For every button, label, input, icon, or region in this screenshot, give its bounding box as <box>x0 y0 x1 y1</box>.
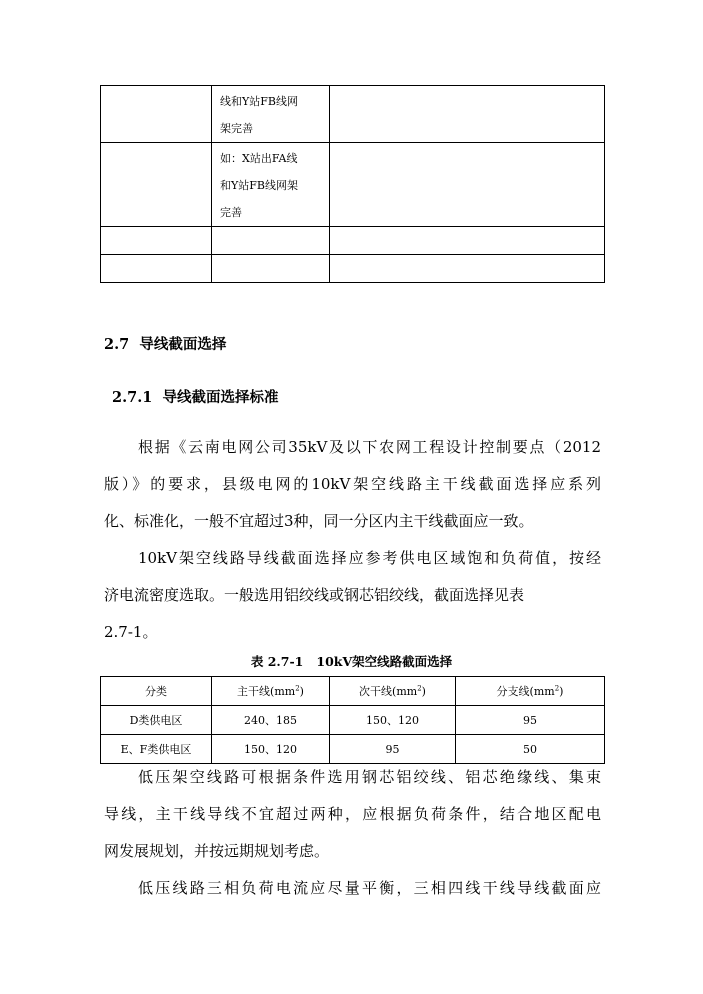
cell-secondary: 95 <box>330 735 456 764</box>
table-cell <box>212 227 330 255</box>
paragraph-line: 化、标准化，一般不宜超过3种，同一分区内主干线截面应一致。 <box>104 512 534 530</box>
cell-line: 架完善 <box>220 122 253 135</box>
paragraph-4 <box>104 870 601 907</box>
table-row <box>101 143 605 227</box>
top-table <box>100 85 605 283</box>
header-secondary: 次干线$(mm^2)$ <box>330 677 456 706</box>
paragraph-line: 根据《云南电网公司35kV及以下农网工程设计控制要点（2012 <box>138 438 601 456</box>
header-main: 主干线$(mm^2)$ <box>212 677 330 706</box>
paragraph-line: 版）》的要求，县级电网的10kV架空线路主干线截面选择应系列 <box>104 475 601 493</box>
header-branch: 分支线$(mm^2)$ <box>456 677 605 706</box>
paragraph-line: 低压架空线路可根据条件选用钢芯铝绞线、铝芯绝缘线、集束 <box>138 768 601 786</box>
table-cell <box>330 255 605 283</box>
table-cell <box>101 227 212 255</box>
conductor-section-table <box>100 676 605 764</box>
cell-line: 完善 <box>220 206 242 219</box>
paragraph-line: 济电流密度选取。一般选用铝绞线或钢芯铝绞线，截面选择见表 <box>104 586 525 604</box>
paragraph-2 <box>104 540 601 651</box>
paragraph-line: 低压线路三相负荷电流应尽量平衡，三相四线干线导线截面应 <box>138 879 601 897</box>
subsection-number: 2.7.1 <box>112 389 153 406</box>
table-row <box>101 86 605 143</box>
table-row <box>101 255 605 283</box>
cell-category: E、F类供电区 <box>101 735 212 764</box>
paragraph-line: 2.7-1。 <box>104 623 158 641</box>
subsection-heading <box>112 386 278 407</box>
table-cell <box>212 86 330 143</box>
table-cell <box>212 143 330 227</box>
cell-branch: 50 <box>456 735 605 764</box>
paragraph-line: 导线，主干线导线不宜超过两种，应根据负荷条件，结合地区配电 <box>104 805 601 823</box>
cell-main: 240、185 <box>212 706 330 735</box>
cell-branch: 95 <box>456 706 605 735</box>
caption-label: 表 2.7-1 <box>250 654 304 669</box>
paragraph-1 <box>104 429 601 540</box>
subsection-title: 导线截面选择标准 <box>162 389 279 406</box>
paragraph-line: 网发展规划，并按远期规划考虑。 <box>104 842 330 860</box>
cell-line: 线和Y站FB线网 <box>220 95 298 108</box>
table-header-row <box>101 677 605 706</box>
paragraph-3 <box>104 759 601 870</box>
table-cell <box>330 227 605 255</box>
table-cell <box>212 255 330 283</box>
table-caption <box>0 652 703 670</box>
section-number: 2.7 <box>104 336 130 353</box>
table-row <box>101 706 605 735</box>
cell-category: D类供电区 <box>101 706 212 735</box>
cell-main: 150、120 <box>212 735 330 764</box>
cell-line: 和Y站FB线网架 <box>220 179 298 192</box>
table-cell <box>101 255 212 283</box>
table-cell <box>330 143 605 227</box>
cell-line: 如：X站出FA线 <box>220 152 298 165</box>
table-row <box>101 227 605 255</box>
table-cell <box>101 143 212 227</box>
table-cell <box>330 86 605 143</box>
table-cell <box>101 86 212 143</box>
cell-secondary: 150、120 <box>330 706 456 735</box>
section-heading <box>104 333 226 354</box>
caption-title: 10kV架空线路截面选择 <box>316 654 453 669</box>
paragraph-line: 10kV架空线路导线截面选择应参考供电区域饱和负荷值，按经 <box>138 549 601 567</box>
header-category: 分类 <box>101 677 212 706</box>
section-title: 导线截面选择 <box>139 336 227 353</box>
